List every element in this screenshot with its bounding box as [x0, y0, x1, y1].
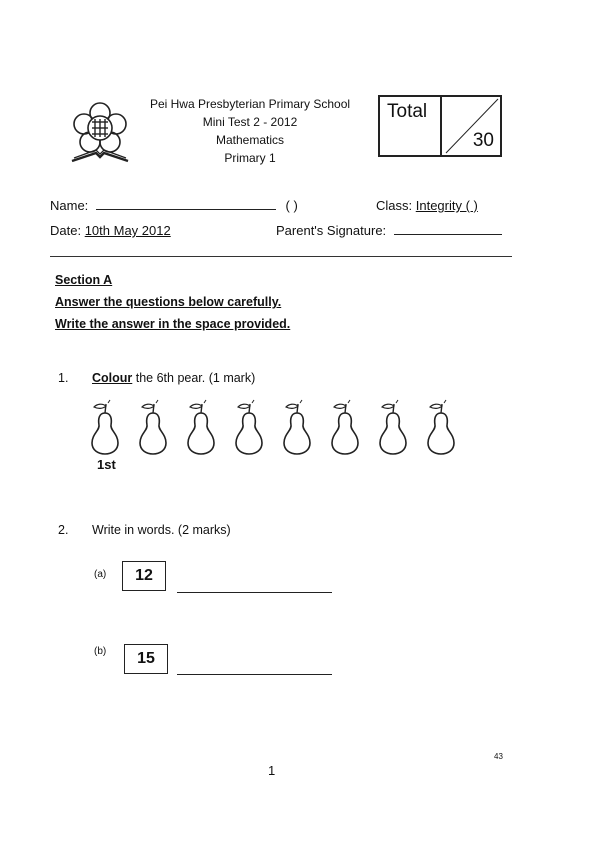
part-a-answer-line[interactable]: [177, 591, 332, 593]
date-label: Date:: [50, 223, 82, 238]
total-label: Total: [387, 101, 428, 122]
test-title: Mini Test 2 - 2012: [202, 115, 298, 129]
name-field[interactable]: [96, 209, 276, 210]
pear-2[interactable]: [136, 399, 170, 451]
question-1-rest: the 6th pear. (1 mark): [132, 371, 256, 385]
question-2-number: 2.: [58, 523, 69, 537]
part-a-label: (a): [94, 569, 107, 580]
question-1-number: 1.: [58, 371, 69, 385]
index-brackets: ( ): [285, 198, 298, 213]
part-a-number-box: 12: [122, 561, 166, 591]
class-value: Integrity ( ): [415, 198, 478, 213]
question-1-verb: Colour: [92, 371, 133, 385]
pear-row: [88, 399, 488, 455]
class-label: Class:: [376, 198, 413, 213]
school-logo-icon: [68, 95, 132, 165]
corner-number: 43: [494, 752, 503, 761]
first-label: 1st: [97, 457, 116, 472]
total-score-box: [378, 95, 502, 157]
pear-3[interactable]: [184, 399, 218, 451]
pear-5[interactable]: [280, 399, 314, 451]
part-b-number-box: 15: [124, 644, 168, 674]
pear-4[interactable]: [232, 399, 266, 451]
signature-field[interactable]: [394, 234, 502, 235]
part-b-answer-line[interactable]: [177, 673, 332, 675]
date-row: [50, 223, 171, 238]
name-row: [50, 198, 298, 213]
section-title: Section A: [55, 273, 113, 287]
date-value: 10th May 2012: [84, 223, 171, 238]
school-header: [135, 95, 365, 167]
school-name: Pei Hwa Presbyterian Primary School: [149, 97, 351, 111]
question-2-text: Write in words. (2 marks): [92, 523, 231, 537]
part-b-label: (b): [94, 646, 107, 657]
class-row: [376, 198, 478, 213]
total-max-score: 30: [472, 130, 494, 151]
header-divider: [50, 256, 512, 257]
instruction-2: Write the answer in the space provided.: [55, 317, 291, 331]
question-1-text: [92, 371, 255, 385]
pear-6[interactable]: [328, 399, 362, 451]
signature-label: Parent's Signature:: [276, 223, 387, 238]
pear-7[interactable]: [376, 399, 410, 451]
page-number: 1: [268, 763, 276, 778]
instruction-1: Answer the questions below carefully.: [55, 295, 282, 309]
name-label: Name:: [50, 198, 89, 213]
pear-1[interactable]: [88, 399, 122, 451]
subject-title: Mathematics: [215, 133, 285, 147]
level-title: Primary 1: [224, 151, 276, 165]
signature-row: [276, 223, 502, 238]
pear-8[interactable]: [424, 399, 458, 451]
